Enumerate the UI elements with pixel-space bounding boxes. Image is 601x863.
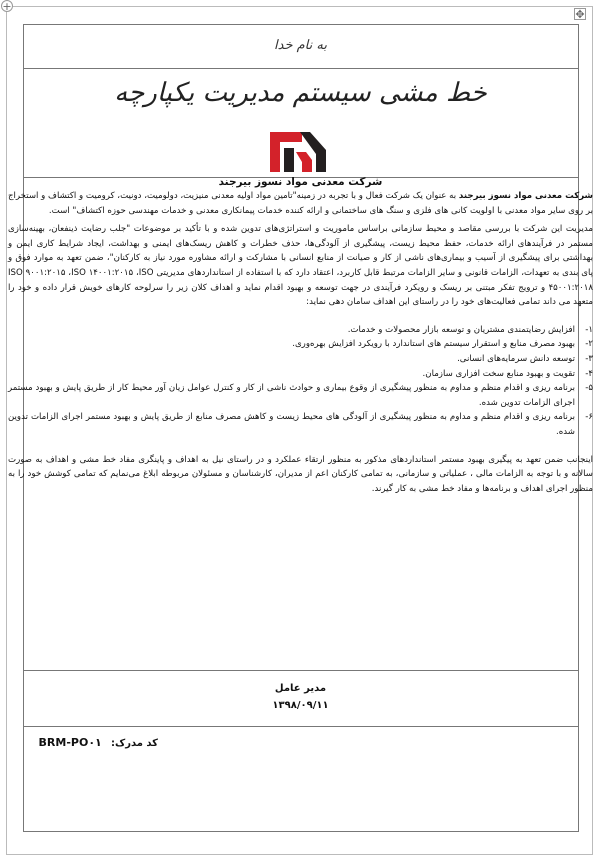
goal-number: ۶- [585, 412, 593, 423]
list-item [8, 367, 593, 382]
intro-company-name: شرکت معدنی مواد نسوز بیرجند [458, 191, 593, 201]
table-row-divider [24, 726, 578, 727]
goal-text: بهبود مصرف منابع و استقرار سیستم های استاندارد با رویکرد افزایش بهره‌وری. [292, 339, 575, 350]
goal-number: ۳- [585, 353, 593, 364]
list-item [8, 323, 593, 338]
table-row-divider [24, 670, 578, 671]
intro-text: به عنوان یک شرکت فعال و با تجربه در زمینه"تامین مواد اولیه معدنی منیزیت، دولومیت، دونیت، کرومیت و اکتشاف و استخراج بر روی سایر مواد معدنی با اولویت کانی های فلزی و سنگ های ساختمانی و ارائه کننده خدمات پیمانکاری معدنی و خدمات مهندسی حوزه اکتشاف" است. [8, 191, 593, 216]
bismillah-heading: به نام خدا [274, 38, 327, 53]
closing-paragraph: اینجانب ضمن تعهد به پیگیری بهبود مستمر استانداردهای مذکور به منظور ارتقاء عملکرد و در راستای نیل به اهداف و پاینگری مفاد خط مشی و اهداف به صورت سالانه و با توجه به الزامات مالی ، عملیاتی و سازمانی، به تمامی کارکنان اعم از مدیران، کارشناسان و مسئولان مربوطه ابلاغ می‌نمایم که تمامی کوشش خود را به منظور اجرای اهداف و برنامه‌ها و مفاد خط مشی به کار گیرند. [8, 454, 593, 494]
goal-number: ۲- [585, 339, 593, 350]
list-item [8, 352, 593, 367]
goal-text: تقویت و بهبود منابع سخت افزاری سازمان. [422, 368, 575, 379]
intro-paragraph [8, 189, 593, 218]
document-code [8, 736, 158, 749]
table-move-handle-icon[interactable]: ✥ [575, 8, 585, 21]
policy-title: خط مشی سیستم مدیریت یکپارچه [114, 78, 487, 108]
document-code-label: کد مدرک: [110, 738, 158, 749]
list-item [8, 381, 593, 410]
company-name: شرکت معدنی مواد نسوز بیرجند [218, 176, 383, 188]
resize-handle-icon[interactable]: + [2, 0, 12, 13]
goal-number: ۱- [585, 324, 593, 335]
goal-text: افزایش رضایتمندی مشتریان و توسعه بازار محصولات و خدمات. [347, 324, 575, 335]
goal-text: برنامه ریزی و اقدام منظم و مداوم به منظور پیشگیری از وقوع بیماری و حوادث ناشی از کار و کنترل عوامل زیان آور محیط کار از طریق پایش و بهبود مستمر اجرای الزامات تدوین شده. [8, 383, 575, 408]
policy-body [8, 189, 593, 496]
list-item [8, 337, 593, 352]
commitment-paragraph: مدیریت این شرکت با بررسی مقاصد و محیط سازمانی براساس ماموریت و استراتژی‌های تدوین شده و با تأکید بر موضوعات "جلب رضایت ذینفعان، بهینه‌سازی مستمر در فرآیندهای ارائه خدمات، حفظ محیط زیست، پیشگیری از آلودگی‌ها، حذف خطرات و کاهش ریسک‌های ایمنی و بهداشت، ایجاد شرایط کاری ایمن و بهداشتی برای پیشگیری از آسیب و بیماری‌های ناشی از کار و صیانت از منابع انسانی با مشارکت و ارائه مشاوره مورد نیاز به کارکنان"، ضمن تعهد به موارد فوق و پای بندی به تعهدات، الزامات قانونی و سایر الزامات مرتبط قابل کاربرد، اعتقاد دارد که با استفاده از استانداردهای مدیریتی ISO ۹۰۰۱:۲۰۱۵ ،ISO ۱۴۰۰۱:۲۰۱۵ ،ISO ۴۵۰۰۱:۲۰۱۸ و ترویج تفکر مبتنی بر ریسک و رویکرد فرآیندی در جهت توسعه و بهبود اقدام نماید و اهداف کلان زیر را سرلوحه کارهای خویش قرار داده و خود را متعهد می داند تمامی فعالیت‌های خود را در راستای این اهداف سامان دهی نماید: [8, 224, 593, 308]
signature-role: مدیر عامل [274, 683, 327, 694]
goal-number: ۵- [585, 383, 593, 394]
goals-list [8, 323, 593, 440]
document-code-value: BRM-PO۰۱ [38, 736, 102, 749]
goal-text: توسعه دانش سرمایه‌های انسانی. [457, 353, 575, 364]
goal-number: ۴- [585, 368, 593, 379]
table-row-divider [24, 68, 578, 69]
signature-date: ۱۳۹۸/۰۹/۱۱ [272, 700, 329, 711]
company-logo-icon [266, 128, 334, 176]
goal-text: برنامه ریزی و اقدام منظم و مداوم به منظور پیشگیری از آلودگی های محیط زیست و کاهش مصرف منابع از طریق پایش و بهبود مستمر اجرای الزامات تدوین شده. [8, 412, 575, 437]
list-item [8, 410, 593, 439]
